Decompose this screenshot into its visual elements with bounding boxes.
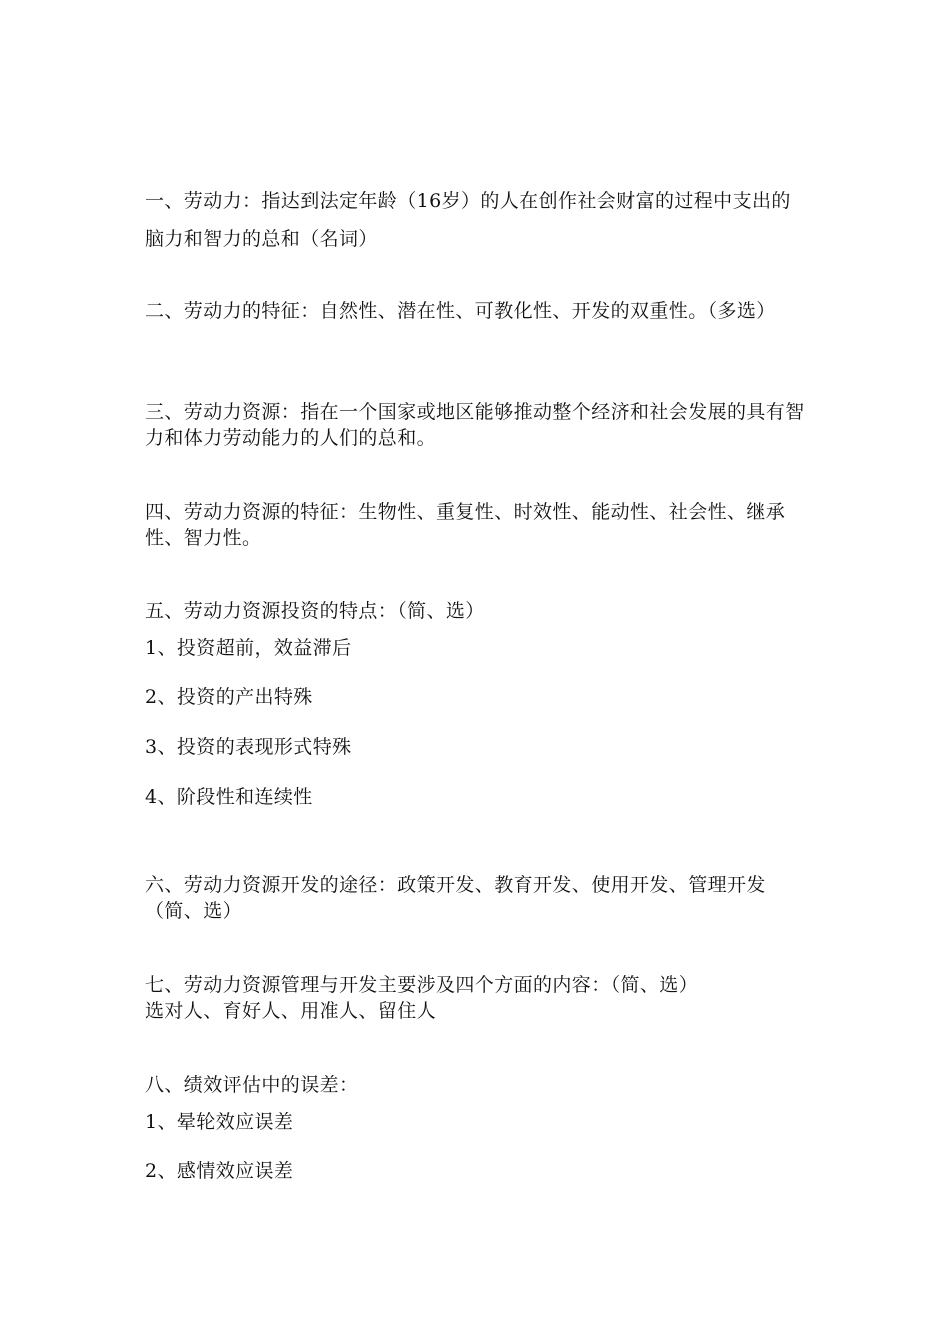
section-6-paragraph: 六、劳动力资源开发的途径：政策开发、教育开发、使用开发、管理开发（简、选） xyxy=(145,874,766,922)
section-5-item-1: 1、投资超前，效益滞后 xyxy=(145,637,352,659)
section-3-paragraph: 三、劳动力资源：指在一个国家或地区能够推动整个经济和社会发展的具有智力和体力劳动能力的人们的总和。 xyxy=(145,401,805,449)
section-5-item-3: 3、投资的表现形式特殊 xyxy=(145,736,352,758)
section-1-paragraph: 一、劳动力：指达到法定年龄（16岁）的人在创作社会财富的过程中支出的脑力和智力的总和（名词） xyxy=(145,190,791,250)
section-4-paragraph: 四、劳动力资源的特征：生物性、重复性、时效性、能动性、社会性、继承性、智力性。 xyxy=(145,501,786,549)
section-5-heading: 五、劳动力资源投资的特点：（简、选） xyxy=(145,600,485,622)
section-8-heading: 八、绩效评估中的误差： xyxy=(145,1074,359,1096)
section-5-item-4: 4、阶段性和连续性 xyxy=(145,786,313,808)
section-7-paragraph: 选对人、育好人、用准人、留住人 xyxy=(145,1000,437,1022)
section-5-item-2: 2、投资的产出特殊 xyxy=(145,686,313,708)
section-8-item-1: 1、晕轮效应误差 xyxy=(145,1111,294,1133)
section-2-paragraph: 二、劳动力的特征：自然性、潜在性、可教化性、开发的双重性。（多选） xyxy=(145,300,776,322)
section-8-item-2: 2、感情效应误差 xyxy=(145,1160,294,1182)
section-7-heading: 七、劳动力资源管理与开发主要涉及四个方面的内容：（简、选） xyxy=(145,974,699,996)
